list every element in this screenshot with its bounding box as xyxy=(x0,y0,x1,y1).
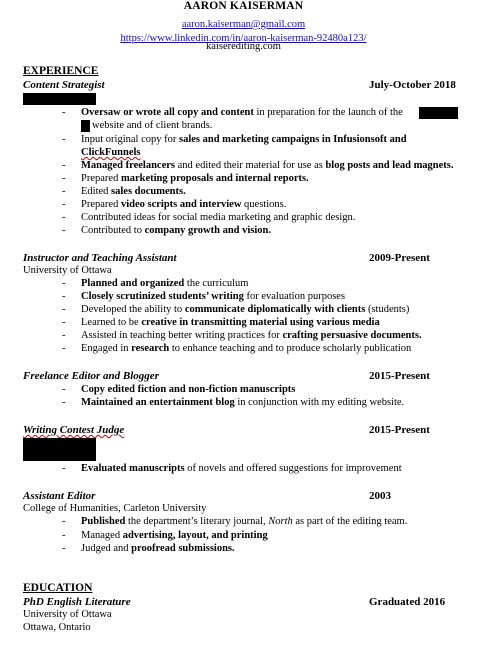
bullet-text: Closely scrutinized students’ writing for evaluation purposes xyxy=(81,291,346,302)
bullet-text: Planned and organized the curriculum xyxy=(81,278,249,289)
redacted-block xyxy=(81,120,90,132)
job-date: 2015-Present xyxy=(369,370,430,382)
bullet-dash: - xyxy=(62,317,66,328)
experience-heading: EXPERIENCE xyxy=(23,65,99,77)
bullet-dash: - xyxy=(62,304,66,315)
bullet-dash: - xyxy=(62,134,66,145)
bullet-dash: - xyxy=(62,516,66,527)
bullet-dash: - xyxy=(62,107,66,118)
bullet-text: Contributed ideas for social media marketing and graphic design. xyxy=(81,212,356,223)
job-title: Assistant Editor xyxy=(23,490,96,502)
school-location: Ottawa, Ontario xyxy=(23,622,91,633)
bullet-text-continued: website and of client brands. xyxy=(92,120,213,131)
bullet-text: Judged and proofread submissions. xyxy=(81,543,235,554)
email-link[interactable]: aaron.kaiserman@gmail.com xyxy=(181,19,306,30)
bullet-dash: - xyxy=(62,291,66,302)
bullet-text: Edited sales documents. xyxy=(81,186,186,197)
bullet-dash: - xyxy=(62,225,66,236)
bullet-dash: - xyxy=(62,330,66,341)
bullet-dash: - xyxy=(62,186,66,197)
bullet-text: Assisted in teaching better writing practices for crafting persuasive documents. xyxy=(81,330,422,341)
job-title: Content Strategist xyxy=(23,79,105,91)
bullet-dash: - xyxy=(62,173,66,184)
bullet-text: Managed freelancers and edited their material for use as blog posts and lead magnets. xyxy=(81,160,454,171)
bullet-text-continued: ClickFunnels xyxy=(81,147,141,158)
job-title: Instructor and Teaching Assistant xyxy=(23,252,177,264)
bullet-text: Oversaw or wrote all copy and content in preparation for the launch of the xyxy=(81,107,403,118)
bullet-text: Learned to be creative in transmitting material using various media xyxy=(81,317,380,328)
redacted-block xyxy=(23,438,96,461)
bullet-dash: - xyxy=(62,212,66,223)
bullet-dash: - xyxy=(62,397,66,408)
bullet-text: Prepared marketing proposals and internal reports. xyxy=(81,173,309,184)
degree-title: PhD English Literature xyxy=(23,596,131,608)
education-heading: EDUCATION xyxy=(23,582,93,594)
bullet-text: Input original copy for sales and marketing campaigns in Infusionsoft and xyxy=(81,134,407,145)
job-date: 2015-Present xyxy=(369,424,430,436)
job-title: Writing Contest Judge xyxy=(23,424,125,436)
bullet-text: Developed the ability to communicate diplomatically with clients (students) xyxy=(81,304,410,315)
linkedin-link[interactable]: https://www.linkedin.com/in/aaron-kaiserman-92480a123/ xyxy=(120,33,367,44)
bullet-text: Maintained an entertainment blog in conjunction with my editing website. xyxy=(81,397,405,408)
bullet-dash: - xyxy=(62,463,66,474)
job-date: 2009-Present xyxy=(369,252,430,264)
bullet-dash: - xyxy=(62,343,66,354)
bullet-text: Contributed to company growth and vision. xyxy=(81,225,272,236)
candidate-name: AARON KAISERMAN xyxy=(183,0,304,12)
bullet-dash: - xyxy=(62,278,66,289)
bullet-dash: - xyxy=(62,160,66,171)
job-date: July-October 2018 xyxy=(369,79,456,91)
redacted-block xyxy=(419,107,458,119)
bullet-text: Copy edited fiction and non-fiction manuscripts xyxy=(81,384,296,395)
school-name: University of Ottawa xyxy=(23,609,112,620)
job-date: 2003 xyxy=(369,490,391,502)
degree-date: Graduated 2016 xyxy=(369,596,446,608)
bullet-text: Evaluated manuscripts of novels and offered suggestions for improvement xyxy=(81,463,402,474)
bullet-dash: - xyxy=(62,543,66,554)
bullet-dash: - xyxy=(62,384,66,395)
job-title: Freelance Editor and Blogger xyxy=(23,370,159,382)
bullet-text: Prepared video scripts and interview questions. xyxy=(81,199,287,210)
job-organization: College of Humanities, Carleton University xyxy=(23,503,207,514)
bullet-dash: - xyxy=(62,199,66,210)
bullet-dash: - xyxy=(62,530,66,541)
redacted-block xyxy=(23,93,96,105)
bullet-text: Published the department’s literary journal, North as part of the editing team. xyxy=(81,516,408,527)
bullet-text: Engaged in research to enhance teaching and to produce scholarly publication xyxy=(81,343,412,354)
bullet-text: Managed advertising, layout, and printing xyxy=(81,530,268,541)
job-organization: University of Ottawa xyxy=(23,265,112,276)
website-text: kaiserediting.com xyxy=(206,41,281,52)
